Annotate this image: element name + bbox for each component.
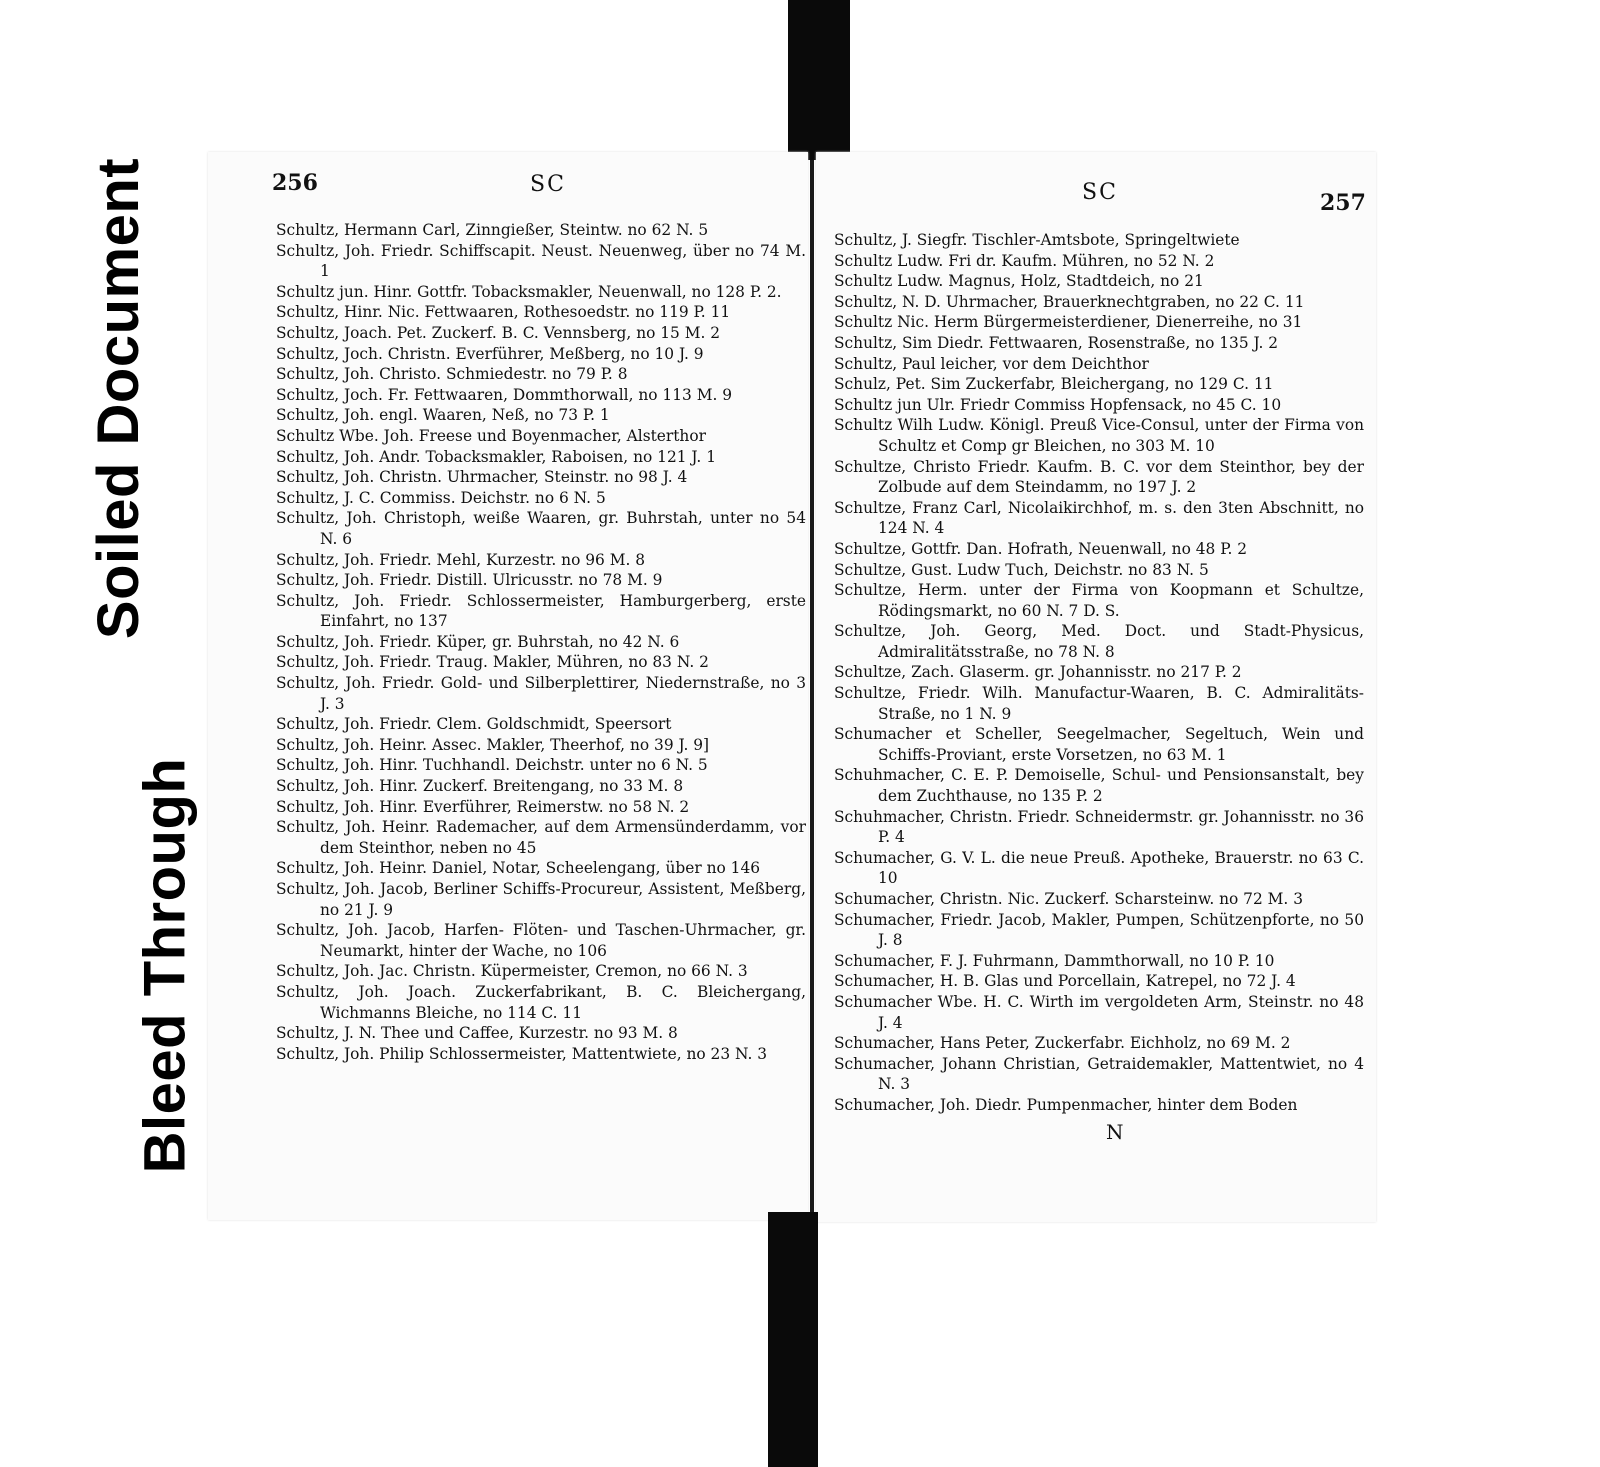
directory-entry: Schumacher, G. V. L. die neue Preuß. Apotheke, Brauerstr. no 63 C. 10 [834,848,1364,888]
directory-entry: Schultze, Zach. Glaserm. gr. Johannisstr. no 217 P. 2 [834,663,1242,682]
directory-entry: Schultz Ludw. Fri dr. Kaufm. Mühren, no 52 N. 2 [834,251,1215,270]
book-gutter [810,160,814,1220]
directory-entry: Schultz Nic. Herm Bürgermeisterdiener, Dienerreihe, no 31 [834,313,1303,332]
binding-clip-top [788,0,850,160]
directory-entry: Schultz Wilh Ludw. Königl. Preuß Vice-Consul, unter der Firma von Schultz et Comp gr Bleichen, no 303 M. 10 [834,416,1364,455]
directory-entry: Schultz, Joh. Friedr. Schiffscapit. Neust. Neuenweg, über no 74 M. 1 [276,241,806,281]
directory-entry: Schuhmacher, Christn. Friedr. Schneidermstr. gr. Johannisstr. no 36 P. 4 [834,807,1364,847]
directory-entry: Schumacher, Joh. Diedr. Pumpenmacher, hinter dem Boden [834,1095,1298,1114]
directory-entry: Schultz, Joh. Philip Schlossermeister, Mattentwiete, no 23 N. 3 [276,1044,768,1063]
directory-entry: Schultz, Joh. Heinr. Rademacher, auf dem Armensünderdamm, vor dem Steinthor, neben no 45 [276,818,806,857]
directory-entry: Schultz, Joh. Friedr. Mehl, Kurzestr. no 96 M. 8 [276,550,646,569]
directory-entry: Schultz, Joh. Hinr. Tuchhandl. Deichstr. unter no 6 N. 5 [276,756,708,775]
directory-entry: Schultz Wbe. Joh. Freese und Boyenmacher, Alsterthor [276,426,706,445]
directory-entry: Schultz, Joh. Christoph, weiße Waaren, gr. Buhrstah, unter no 54 N. 6 [276,509,806,548]
directory-entry: Schultz, Joh. Christo. Schmiedestr. no 79 P. 8 [276,365,628,384]
directory-entry: Schumacher Wbe. H. C. Wirth im vergoldeten Arm, Steinstr. no 48 J. 4 [834,992,1364,1032]
directory-entry: Schultz, Sim Diedr. Fettwaaren, Rosenstraße, no 135 J. 2 [834,333,1279,352]
directory-entry: Schultze, Gottfr. Dan. Hofrath, Neuenwall, no 48 P. 2 [834,539,1248,558]
directory-entry: Schumacher, F. J. Fuhrmann, Dammthorwall, no 10 P. 10 [834,951,1275,970]
directory-entry: Schumacher, Christn. Nic. Zuckerf. Scharsteinw. no 72 M. 3 [834,890,1303,908]
directory-entry: Schultz, Joh. Joach. Zuckerfabrikant, B. C. Bleichergang, Wichmanns Bleiche, no 114 C. 11 [276,982,806,1022]
binding-clip-bottom [768,1212,818,1467]
directory-entry: Schultze, Herm. unter der Firma von Koopmann et Schultze, Rödingsmarkt, no 60 N. 7 D. S. [834,581,1364,620]
directory-entry: Schumacher, Friedr. Jacob, Makler, Pumpen, Schützenpforte, no 50 J. 8 [834,910,1364,950]
directory-entry: Schultz, Joh. Andr. Tobacksmakler, Raboisen, no 121 J. 1 [276,447,716,466]
directory-entry: Schultz, Paul leicher, vor dem Deichthor [834,354,1149,373]
directory-entry: Schumacher et Scheller, Seegelmacher, Segeltuch, Wein und Schiffs-Proviant, erste Vorsetzen, no 63 M. 1 [834,725,1364,764]
left-running-head: SC [530,172,566,197]
directory-entry: Schultz, J. N. Thee und Caffee, Kurzestr. no 93 M. 8 [276,1024,678,1043]
directory-entry: Schultz, Joh. Hinr. Zuckerf. Breitengang, no 33 M. 8 [276,777,684,796]
directory-entry: Schultz, Joh. Hinr. Everführer, Reimerstw. no 58 N. 2 [276,797,690,816]
directory-entry: Schultz, Joh. Friedr. Distill. Ulricusstr. no 78 M. 9 [276,571,663,590]
directory-entry: Schultze, Joh. Georg, Med. Doct. und Stadt-Physicus, Admiralitätsstraße, no 78 N. 8 [834,622,1364,661]
directory-entry: Schultz, Joach. Pet. Zuckerf. B. C. Vennsberg, no 15 M. 2 [276,323,721,342]
soiled-document-label: Soiled Document [86,157,152,639]
directory-entry: Schultze, Franz Carl, Nicolaikirchhof, m. s. den 3ten Abschnitt, no 124 N. 4 [834,498,1364,538]
directory-entry: Schumacher, H. B. Glas und Porcellain, Katrepel, no 72 J. 4 [834,972,1296,991]
directory-entry: Schumacher, Johann Christian, Getraidemakler, Mattentwiet, no 4 N. 3 [834,1054,1364,1094]
directory-entry: Schultz, Joch. Fr. Fettwaaren, Dommthorwall, no 113 M. 9 [276,385,733,404]
directory-entry: Schultz, Joh. Friedr. Traug. Makler, Mühren, no 83 N. 2 [276,653,709,672]
directory-entry: Schultz, Joh. Friedr. Gold- und Silberplettirer, Niedernstraße, no 3 J. 3 [276,674,806,713]
directory-entry: Schultz, N. D. Uhrmacher, Brauerknechtgraben, no 22 C. 11 [834,292,1305,311]
directory-entry: Schumacher, Hans Peter, Zuckerfabr. Eichholz, no 69 M. 2 [834,1034,1291,1053]
right-entry-list [834,230,1364,1116]
directory-entry: Schultz, Joh. Friedr. Clem. Goldschmidt, Speersort [276,715,672,734]
directory-entry: Schultz, Hermann Carl, Zinngießer, Steintw. no 62 N. 5 [276,221,709,239]
directory-entry: Schulz, Pet. Sim Zuckerfabr, Bleichergang, no 129 C. 11 [834,375,1274,394]
right-running-head: SC [1082,180,1118,205]
catchword: N [1106,1120,1124,1144]
directory-entry: Schultz, Joh. Heinr. Assec. Makler, Theerhof, no 39 J. 9] [276,735,710,754]
soiled-document-stamp [44,138,194,658]
directory-entry: Schultz, Joh. Christn. Uhrmacher, Steinstr. no 98 J. 4 [276,468,688,487]
directory-entry: Schultz, Joh. Friedr. Schlossermeister, Hamburgerberg, erste Einfahrt, no 137 [276,591,806,631]
directory-entry: Schultz, Joh. Friedr. Küper, gr. Buhrstah, no 42 N. 6 [276,632,680,651]
directory-entry: Schultz, Joh. engl. Waaren, Neß, no 73 P. 1 [276,406,610,425]
directory-entry: Schultz, Joh. Heinr. Daniel, Notar, Scheelengang, über no 146 [276,859,761,878]
directory-entry: Schultz jun. Hinr. Gottfr. Tobacksmakler, Neuenwall, no 128 P. 2. [276,282,782,301]
directory-entry: Schultz, J. Siegfr. Tischler-Amtsbote, Springeltwiete [834,231,1240,249]
directory-entry: Schultze, Friedr. Wilh. Manufactur-Waaren, B. C. Admiralitäts-Straße, no 1 N. 9 [834,684,1364,723]
directory-entry: Schultz Ludw. Magnus, Holz, Stadtdeich, no 21 [834,272,1204,291]
directory-entry: Schultz, Hinr. Nic. Fettwaaren, Rothesoedstr. no 119 P. 11 [276,303,731,322]
directory-entry: Schultz, Joch. Christn. Everführer, Meßberg, no 10 J. 9 [276,344,704,363]
directory-entry: Schultz jun Ulr. Friedr Commiss Hopfensack, no 45 C. 10 [834,395,1282,414]
directory-entry: Schultz, J. C. Commiss. Deichstr. no 6 N. 5 [276,488,606,507]
right-page-number: 257 [1320,190,1366,216]
directory-entry: Schultz, Joh. Jacob, Berliner Schiffs-Procureur, Assistent, Meßberg, no 21 J. 9 [276,880,806,919]
directory-entry: Schuhmacher, C. E. P. Demoiselle, Schul- und Pensionsanstalt, bey dem Zuchthause, no 135 P. 2 [834,766,1364,806]
directory-entry: Schultz, Joh. Jac. Christn. Küpermeister, Cremon, no 66 N. 3 [276,962,748,981]
left-page-number: 256 [272,170,318,196]
directory-entry: Schultz, Joh. Jacob, Harfen- Flöten- und Taschen-Uhrmacher, gr. Neumarkt, hinter der Wache, no 106 [276,921,806,960]
bleed-through-label: Bleed Through [132,757,198,1173]
left-entry-list [276,220,806,1064]
directory-entry: Schultze, Christo Friedr. Kaufm. B. C. vor dem Steinthor, bey der Zolbude auf dem Steindamm, no 197 J. 2 [834,457,1364,497]
directory-entry: Schultze, Gust. Ludw Tuch, Deichstr. no 83 N. 5 [834,560,1209,579]
